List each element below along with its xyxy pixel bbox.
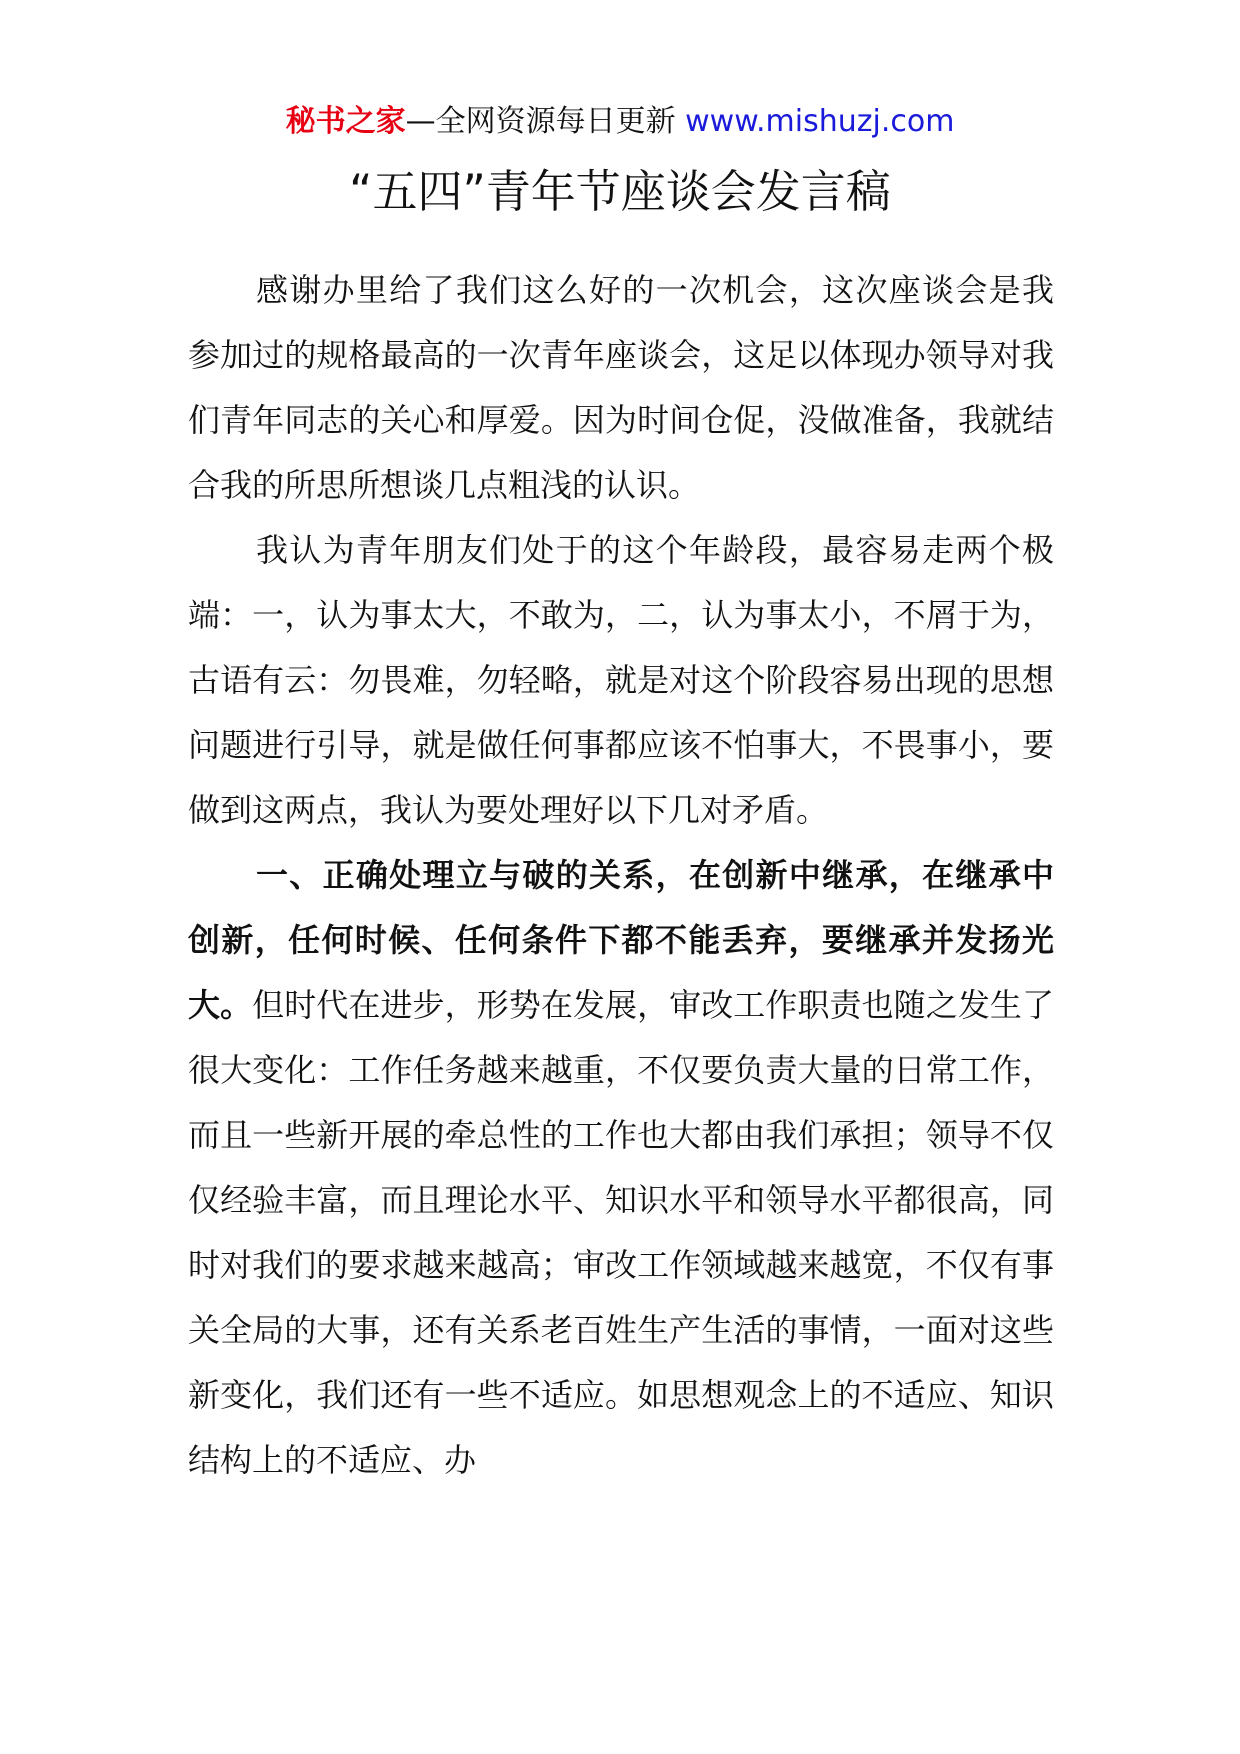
paragraph-text: 我认为青年朋友们处于的这个年龄段，最容易走两个极端：一，认为事太大，不敢为，二，认为事太小，不屑于为，古语有云：勿畏难，勿轻略，就是对这个阶段容易出现的思想问题进行引导，就是做任何事都应该不怕事大，不畏事小，要做到这两点，我认为要处理好以下几对矛盾。 [188, 531, 1054, 829]
document-body [188, 258, 1054, 1493]
section-heading: 一、正确处理立与破的关系，在创新中继承，在继承中创新，任何时候、任何条件下都不能丢弃，要继承并发扬光大。 [188, 856, 1054, 1024]
paragraph-intro [188, 258, 1054, 518]
paragraph-text: 感谢办里给了我们这么好的一次机会，这次座谈会是我参加过的规格最高的一次青年座谈会，这足以体现办领导对我们青年同志的关心和厚爱。因为时间仓促，没做准备，我就结合我的所思所想谈几点粗浅的认识。 [188, 271, 1054, 504]
site-header [0, 100, 1240, 144]
brand-name: 秘书之家 [285, 104, 406, 139]
paragraph-point-one [188, 843, 1054, 1493]
header-tagline: —全网资源每日更新 [405, 104, 686, 139]
document-title: “五四”青年节座谈会发言稿 [349, 165, 891, 218]
site-url-link[interactable]: www.mishuzj.com [685, 104, 955, 139]
paragraph-text: 但时代在进步，形势在发展，审改工作职责也随之发生了很大变化：工作任务越来越重，不仅要负责大量的日常工作，而且一些新开展的牵总性的工作也大都由我们承担；领导不仅仅经验丰富，而且理论水平、知识水平和领导水平都很高，同时对我们的要求越来越高；审改工作领域越来越宽，不仅有事关全局的大事，还有关系老百姓生产生活的事情，一面对这些新变化，我们还有一些不适应。如思想观念上的不适应、知识结构上的不适应、办 [188, 986, 1054, 1479]
paragraph-extremes [188, 518, 1054, 843]
